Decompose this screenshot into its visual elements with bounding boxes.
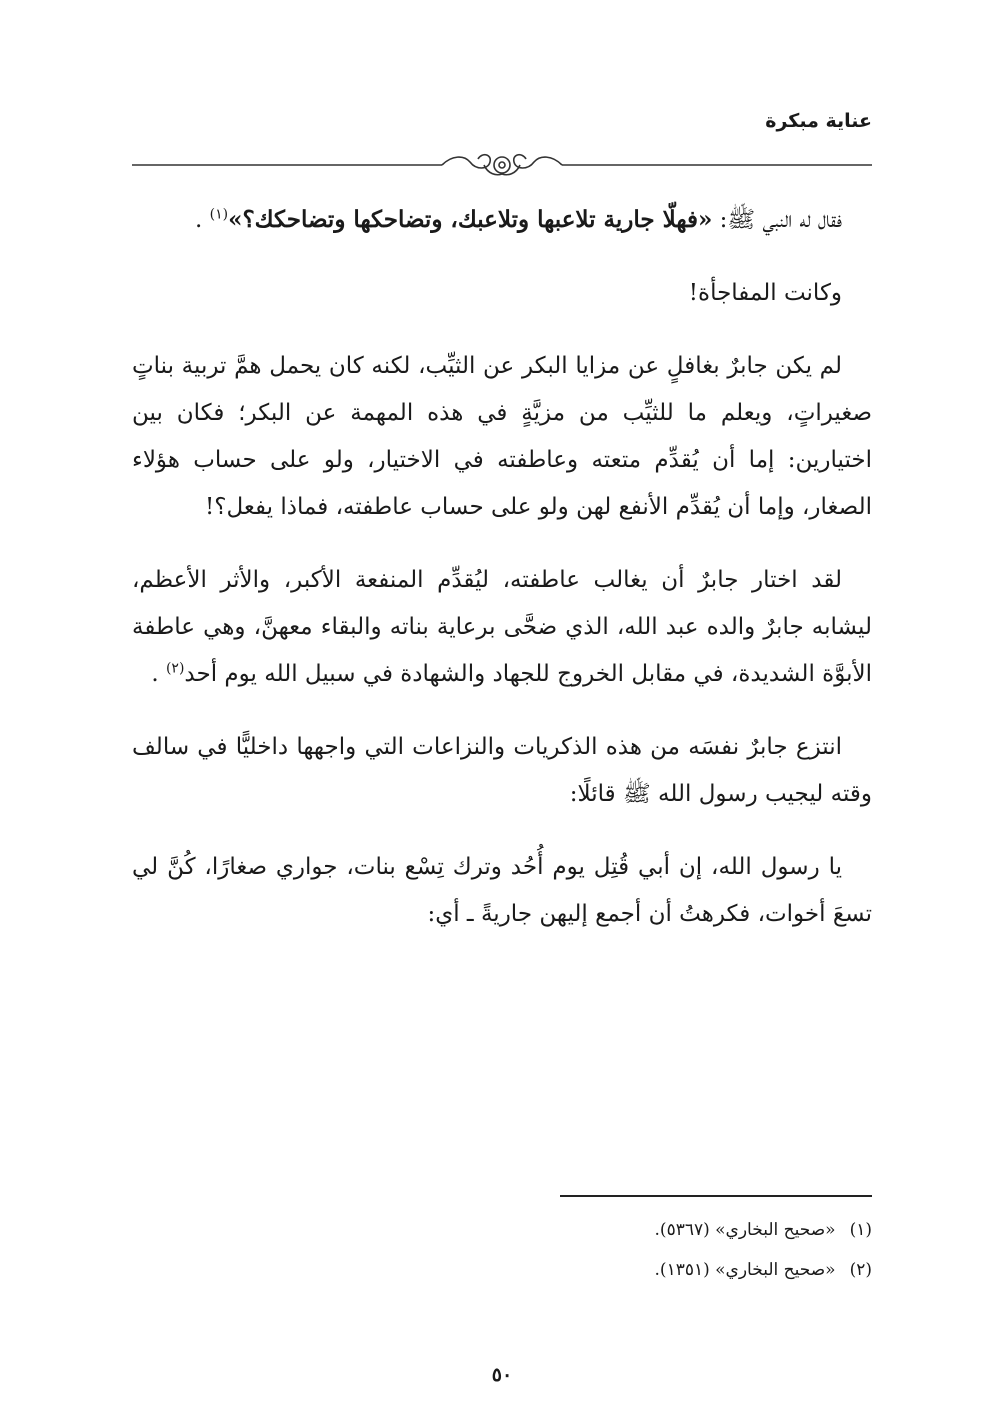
- paragraph-4-text: لقد اختار جابرٌ أن يغالب عاطفته، ليُقدِّم المنفعة الأكبر، والأثر الأعظم، ليشابه جابرٌ والده عبد الله، الذي ضحَّى برعاية بناته والبقاء معهنَّ، وهي عاطفة الأبوَّة الشديدة، في مقابل الخروج للجهاد والشهادة في سبيل الله يوم أحد: [132, 567, 872, 687]
- footnote-2-text: «صحيح البخاري» (١٣٥١).: [654, 1260, 836, 1280]
- paragraph-3: لم يكن جابرٌ بغافلٍ عن مزايا البكر عن الثيِّب، لكنه كان يحمل همَّ تربية بناتٍ صغيراتٍ، ويعلم ما للثيِّب من مزيَّةٍ في هذه المهمة عن البكر؛ فكان بين اختيارين: إما أن يُقدِّم متعته وعاطفته في الاختيار، ولو على حساب هؤلاء الصغار، وإما أن يُقدِّم الأنفع لهن ولو على حساب عاطفته، فماذا يفعل؟!: [132, 353, 872, 520]
- paragraph-2: وكانت المفاجأة!: [688, 280, 842, 306]
- paragraph-5: انتزع جابرٌ نفسَه من هذه الذكريات والنزاعات التي واجهها داخليًّا في سالف وقته ليجيب رسول الله ﷺ قائلًا:: [132, 734, 872, 807]
- running-header-title: عناية مبكرة: [765, 110, 872, 132]
- footnote-separator: [560, 1195, 872, 1197]
- footnote-1-number: (١): [849, 1220, 872, 1240]
- paragraph-1: [132, 196, 872, 244]
- footnote-1: [372, 1210, 872, 1250]
- footnote-ref-2: (٢): [165, 660, 185, 677]
- hadith-quote: «فهلّا جارية تلاعبها وتلاعبك، وتضاحكها وتضاحكك؟»: [228, 206, 713, 233]
- footnote-1-text: «صحيح البخاري» (٥٣٦٧).: [654, 1220, 836, 1240]
- paragraph-1-lead: فقال له النبي ﷺ:: [712, 207, 842, 233]
- footnote-2: [372, 1250, 872, 1290]
- page-number: ٥٠: [491, 1364, 513, 1386]
- paragraph-4: [132, 557, 872, 698]
- paragraph-1-end: .: [194, 207, 210, 233]
- footnote-ref-1: (١): [209, 206, 229, 223]
- footnote-2-number: (٢): [849, 1260, 872, 1280]
- paragraph-6: يا رسول الله، إن أبي قُتِل يوم أُحُد وترك تِسْع بنات، جواري صغارًا، كُنَّ لي تسعَ أخوات، فكرهتُ أن أجمع إليهن جاريةً ـ أي:: [132, 854, 872, 927]
- ornamental-divider: [132, 150, 872, 180]
- main-text: [132, 196, 872, 964]
- paragraph-4-end: .: [151, 661, 166, 687]
- footnotes: [372, 1210, 872, 1290]
